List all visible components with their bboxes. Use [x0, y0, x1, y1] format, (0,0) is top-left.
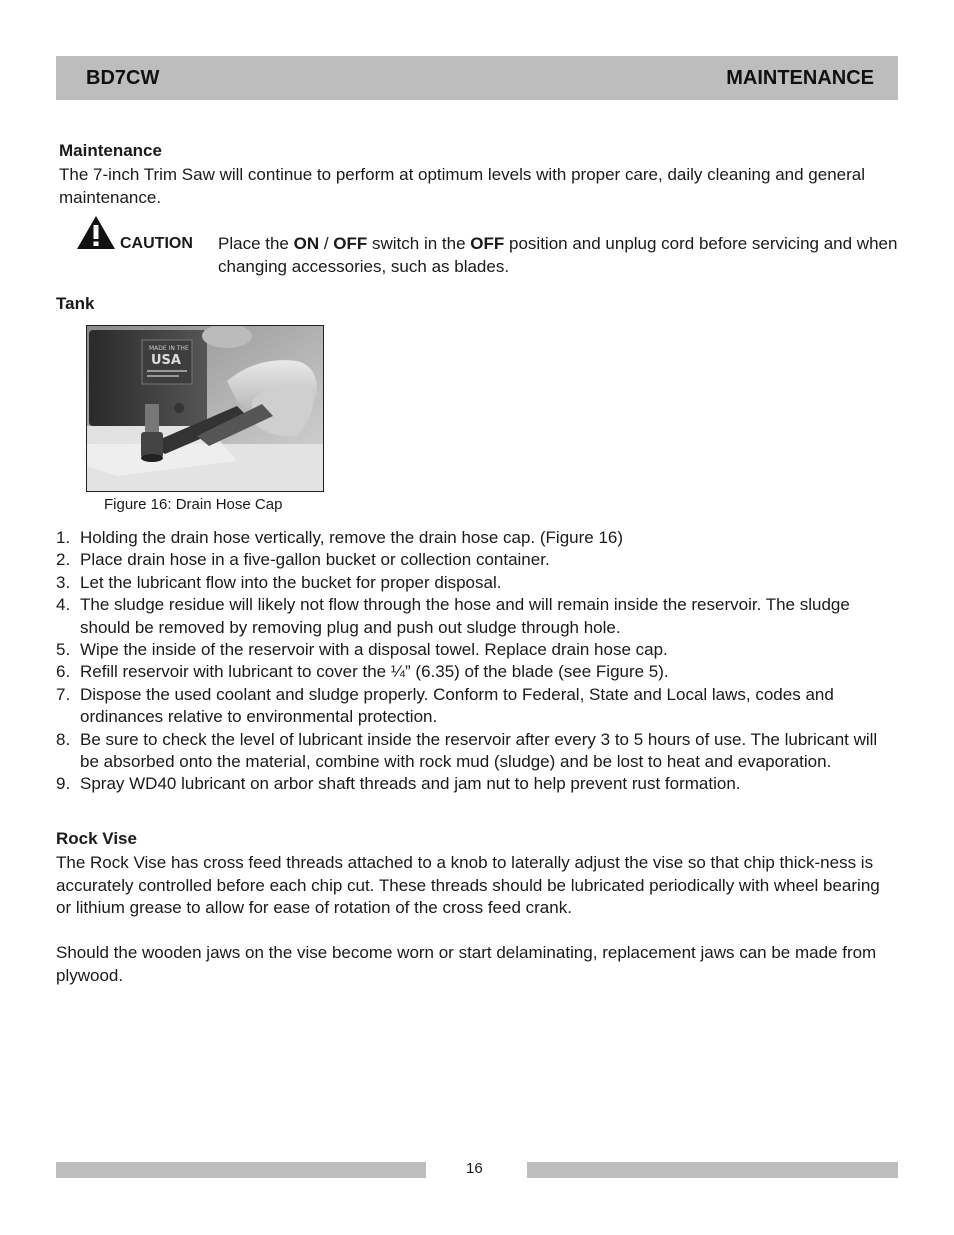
figure-caption: Figure 16: Drain Hose Cap [104, 496, 283, 513]
list-item [56, 684, 898, 729]
footer-bar-left [56, 1162, 426, 1178]
tank-steps-list [56, 527, 898, 796]
caution-on: ON [293, 234, 320, 253]
header-bar [56, 56, 898, 100]
caution-label: CAUTION [120, 235, 193, 252]
tank-heading: Tank [56, 294, 95, 313]
footer-bar-right [527, 1162, 898, 1178]
step-number: 3. [56, 572, 71, 592]
caution-slash: / [319, 234, 334, 253]
caution-text-part: switch in the [367, 234, 471, 253]
warning-icon [76, 214, 116, 250]
step-number: 2. [56, 550, 71, 570]
rock-vise-heading: Rock Vise [56, 829, 137, 848]
caution-off: OFF [333, 234, 368, 253]
caution-text-part: position and unplug cord before servicing and when changing accessories, such as blades. [218, 234, 898, 276]
list-item [56, 527, 898, 549]
drain-hose-illustration [87, 326, 323, 491]
photo-label-main: USA [151, 353, 181, 368]
caution-badge [76, 214, 216, 254]
caution-off: OFF [470, 234, 505, 253]
step-text: The sludge residue will likely not flow through the hose and will remain inside the reservoir. The sludge should be removed by removing plug and push out sludge through hole. [80, 595, 850, 637]
step-number: 1. [56, 528, 71, 547]
step-number: 8. [56, 729, 71, 749]
step-number: 6. [56, 662, 71, 682]
step-text: Wipe the inside of the reservoir with a disposal towel. Replace drain hose cap. [80, 640, 668, 660]
step-number: 7. [56, 684, 71, 704]
step-text: Refill reservoir with lubricant to cover the ¼” (6.35) of the blade (see Figure 5). [80, 662, 669, 682]
step-text: Holding the drain hose vertically, remove the drain hose cap. (Figure 16) [80, 528, 624, 547]
section-name: MAINTENANCE [726, 66, 874, 89]
list-item [56, 639, 898, 661]
list-item [56, 572, 898, 594]
list-item [56, 773, 898, 795]
rock-vise-paragraph-1: The Rock Vise has cross feed threads attached to a knob to laterally adjust the vise so that chip thick-ness is accurately controlled before each chip cut. These threads should be lubricated periodically with wheel bearing or lithium grease to allow for ease of rotation of the cross feed crank. [56, 853, 880, 917]
step-number: 5. [56, 640, 71, 660]
list-item [56, 661, 898, 683]
step-text: Spray WD40 lubricant on arbor shaft threads and jam nut to help prevent rust formation. [80, 774, 741, 794]
step-number: 9. [56, 774, 71, 794]
step-text: Dispose the used coolant and sludge properly. Conform to Federal, State and Local laws, codes and ordinances relative to environmental protection. [80, 684, 834, 727]
step-text: Be sure to check the level of lubricant inside the reservoir after every 3 to 5 hours of use. The lubricant will be absorbed onto the material, combine with rock mud (sludge) and be lost to heat and evaporation. [80, 729, 878, 772]
rock-vise-paragraph-2: Should the wooden jaws on the vise become worn or start delaminating, replacement jaws can be made from plywood. [56, 943, 877, 985]
step-number: 4. [56, 595, 71, 615]
step-text: Let the lubricant flow into the bucket for proper disposal. [80, 572, 502, 592]
caution-text-part: Place the [218, 234, 294, 253]
photo-label-top: MADE IN THE [149, 345, 189, 352]
page-number: 16 [466, 1160, 483, 1177]
step-text: Place drain hose in a five-gallon bucket or collection container. [80, 550, 550, 570]
maintenance-heading: Maintenance [59, 141, 162, 160]
list-item [56, 729, 898, 774]
list-item [56, 594, 898, 639]
drain-hose-photo [86, 325, 324, 492]
model-name: BD7CW [86, 66, 160, 89]
list-item [56, 549, 898, 571]
caution-text [218, 232, 898, 278]
maintenance-intro: The 7-inch Trim Saw will continue to perform at optimum levels with proper care, daily cleaning and general maintenance. [59, 165, 865, 207]
